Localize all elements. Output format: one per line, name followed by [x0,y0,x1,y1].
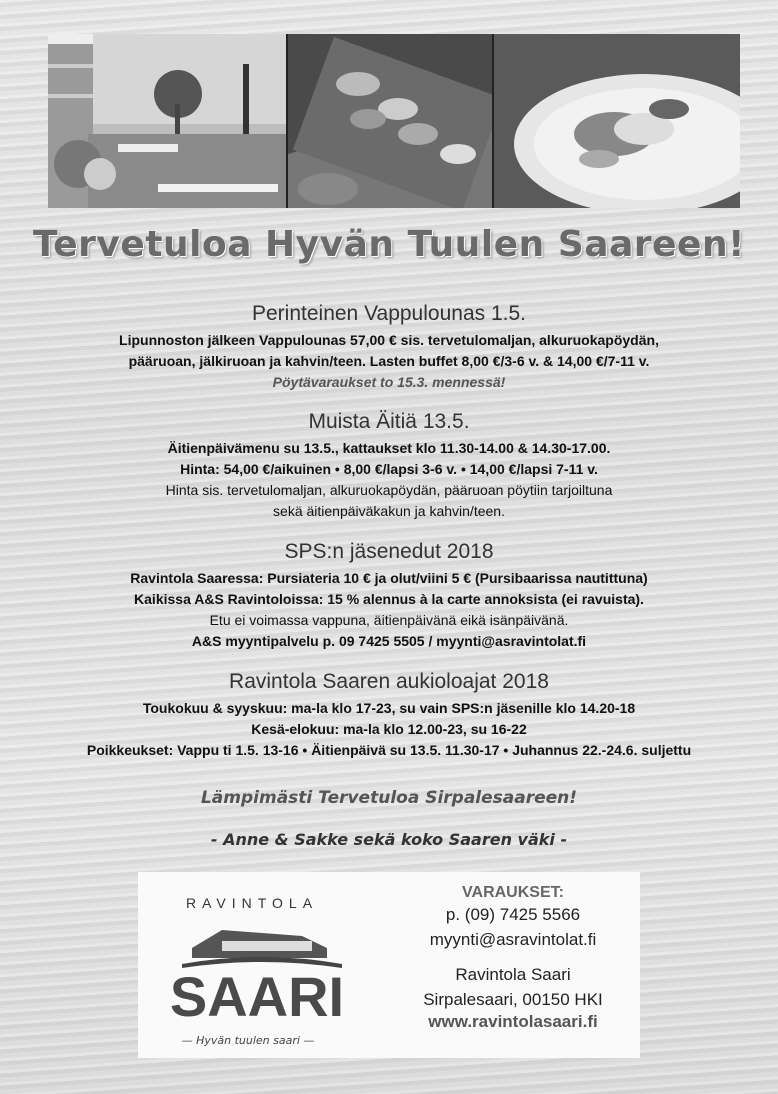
hours-line2: Kesä-elokuu: ma-la klo 12.00-23, su 16-22 [251,721,527,737]
aiti-line2: Hinta: 54,00 €/aikuinen • 8,00 €/lapsi 3-6 v. • 14,00 €/lapsi 7-11 v. [180,461,598,477]
sps-line1: Ravintola Saaressa: Pursiateria 10 € ja olut/viini 5 € (Pursibaarissa nautittuna) [130,570,648,586]
vappu-line1: Lipunnoston jälkeen Vappulounas 57,00 € sis. tervetulomaljan, alkuruokapöydän, [119,332,659,348]
sps-line4: A&S myyntipalvelu p. 09 7425 5505 / myynti@asravintolat.fi [191,633,587,649]
aiti-section [0,410,778,522]
buffet-photo [288,34,492,208]
logo-top-text: RAVINTOLA [185,895,319,911]
contact-block [408,882,618,1032]
logo-name-text: SAARI [169,965,345,1028]
greeting-text: - Anne & Sakke sekä koko Saaren väki - [210,830,568,849]
saari-logo [152,886,362,1052]
photo-strip [48,34,740,208]
sps-section [0,540,778,652]
hours-line1: Toukokuu & syyskuu: ma-la klo 17-23, su vain SPS:n jäsenille klo 14.20-18 [142,700,636,716]
logo-tagline: — Hyvän tuulen saari — [181,1034,315,1047]
restaurant-address: Sirpalesaari, 00150 HKI [423,990,603,1009]
terrace-photo [48,34,286,208]
contact-email[interactable]: myynti@asravintolat.fi [429,930,597,949]
sps-line3: Etu ei voimassa vappuna, äitienpäivänä eikä isänpäivänä. [209,612,569,628]
vappu-heading: Perinteinen Vappulounas 1.5. [252,302,526,325]
hours-section [0,670,778,761]
footer-box [138,872,640,1058]
hours-line3: Poikkeukset: Vappu ti 1.5. 13-16 • Äitienpäivä su 13.5. 11.30-17 • Juhannus 22.-24.6. suljettu [86,742,692,758]
vappu-note: Pöytävaraukset to 15.3. mennessä! [272,374,506,390]
dish-photo [494,34,740,208]
aiti-line4: sekä äitienpäiväkakun ja kahvin/teen. [273,503,505,519]
restaurant-name: Ravintola Saari [455,965,571,984]
sps-heading: SPS:n jäsenedut 2018 [284,540,494,563]
welcome-text: Lämpimästi Tervetuloa Sirpalesaareen! [200,788,578,808]
aiti-heading: Muista Äitiä 13.5. [308,410,470,433]
reservations-heading: VARAUKSET: [462,884,564,901]
website-link[interactable]: www.ravintolasaari.fi [428,1012,598,1031]
aiti-line1: Äitienpäivämenu su 13.5., kattaukset klo 11.30-14.00 & 14.30-17.00. [167,440,611,456]
vappu-line2: pääruoan, jälkiruoan ja kahvin/teen. Lasten buffet 8,00 €/3-6 v. & 14,00 €/7-11 v. [128,353,650,369]
hours-heading: Ravintola Saaren aukioloajat 2018 [229,670,549,693]
sps-line2: Kaikissa A&S Ravintoloissa: 15 % alennus à la carte annoksista (ei ravuista). [134,591,644,607]
contact-phone: p. (09) 7425 5566 [445,905,581,924]
vappu-section [0,302,778,393]
page-title: Tervetuloa Hyvän Tuulen Saareen! [32,224,745,265]
aiti-line3: Hinta sis. tervetulomaljan, alkuruokapöydän, pääruoan pöytiin tarjoiltuna [165,482,613,498]
